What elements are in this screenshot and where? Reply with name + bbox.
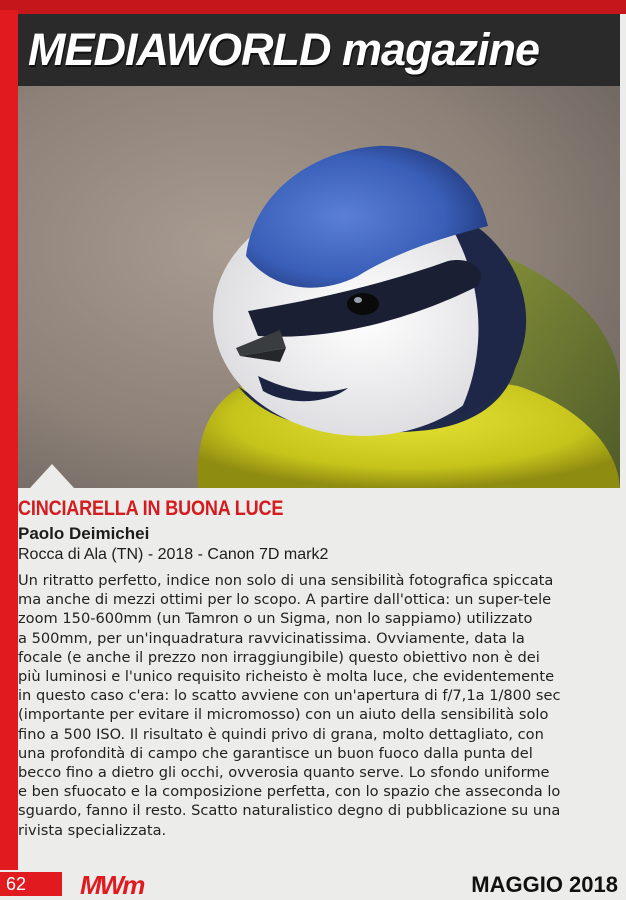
body-line: più luminosi e l'unico requisito richeisto è molta luce, che evidentemente [18, 668, 555, 686]
body-line: sguardo, fanno il resto. Scatto naturalistico degno di pubblicazione su una [18, 802, 561, 820]
body-line: in questo caso c'era: lo scatto avviene con un'apertura di f/7,1a 1/800 sec [18, 687, 561, 705]
article-headline: CINCIARELLA IN BUONA LUCE [18, 497, 284, 520]
body-line: (importante per evitare il micromosso) con un aiuto della sensibilità solo [18, 706, 549, 724]
mwm-logo: MWm [80, 870, 144, 900]
masthead-suffix: magazine [342, 24, 540, 75]
body-line: una profondità di campo che garantisce un buon fuoco dalla punta del [18, 744, 533, 762]
left-red-bar [0, 10, 18, 870]
top-red-strip [0, 0, 626, 14]
article-body [18, 571, 620, 840]
caption-pointer [30, 464, 74, 488]
body-line: rivista specializzata. [18, 821, 167, 839]
masthead-brand: MEDIAWORLD [28, 24, 331, 75]
masthead-title [28, 20, 539, 80]
body-line: Un ritratto perfetto, indice non solo di una sensibilità fotografica spiccata [18, 572, 554, 589]
body-line: becco fino a dietro gli occhi, ovverosia quanto serve. Lo sfondo uniforme [18, 764, 550, 782]
article-author: Paolo Deimichei [18, 524, 150, 543]
body-line: fino a 500 ISO. Il risultato è quindi privo di grana, molto dettagliato, con [18, 725, 544, 743]
body-line: a 500mm, per un'inquadratura ravvicinatissima. Ovviamente, data la [18, 629, 525, 647]
blue-tit-illustration [18, 86, 620, 488]
article-meta: Rocca di Ala (TN) - 2018 - Canon 7D mark2 [18, 546, 329, 563]
body-line: e ben sfuocato e la composizione perfetta, con lo spazio che asseconda lo [18, 783, 561, 801]
issue-date: MAGGIO 2018 [471, 872, 618, 897]
body-line: zoom 150-600mm (un Tamron o un Sigma, non lo sappiamo) utilizzato [18, 610, 533, 628]
bird-photo [18, 86, 620, 488]
body-line: ma anche di mezzi ottimi per lo scopo. A partire dall'ottica: un super-tele [18, 591, 552, 609]
masthead [18, 14, 620, 86]
body-line: focale (e anche il prezzo non irraggiungibile) questo obiettivo non è dei [18, 648, 540, 666]
article [18, 488, 620, 870]
page-number: 62 [0, 872, 62, 896]
page-footer [0, 870, 626, 900]
